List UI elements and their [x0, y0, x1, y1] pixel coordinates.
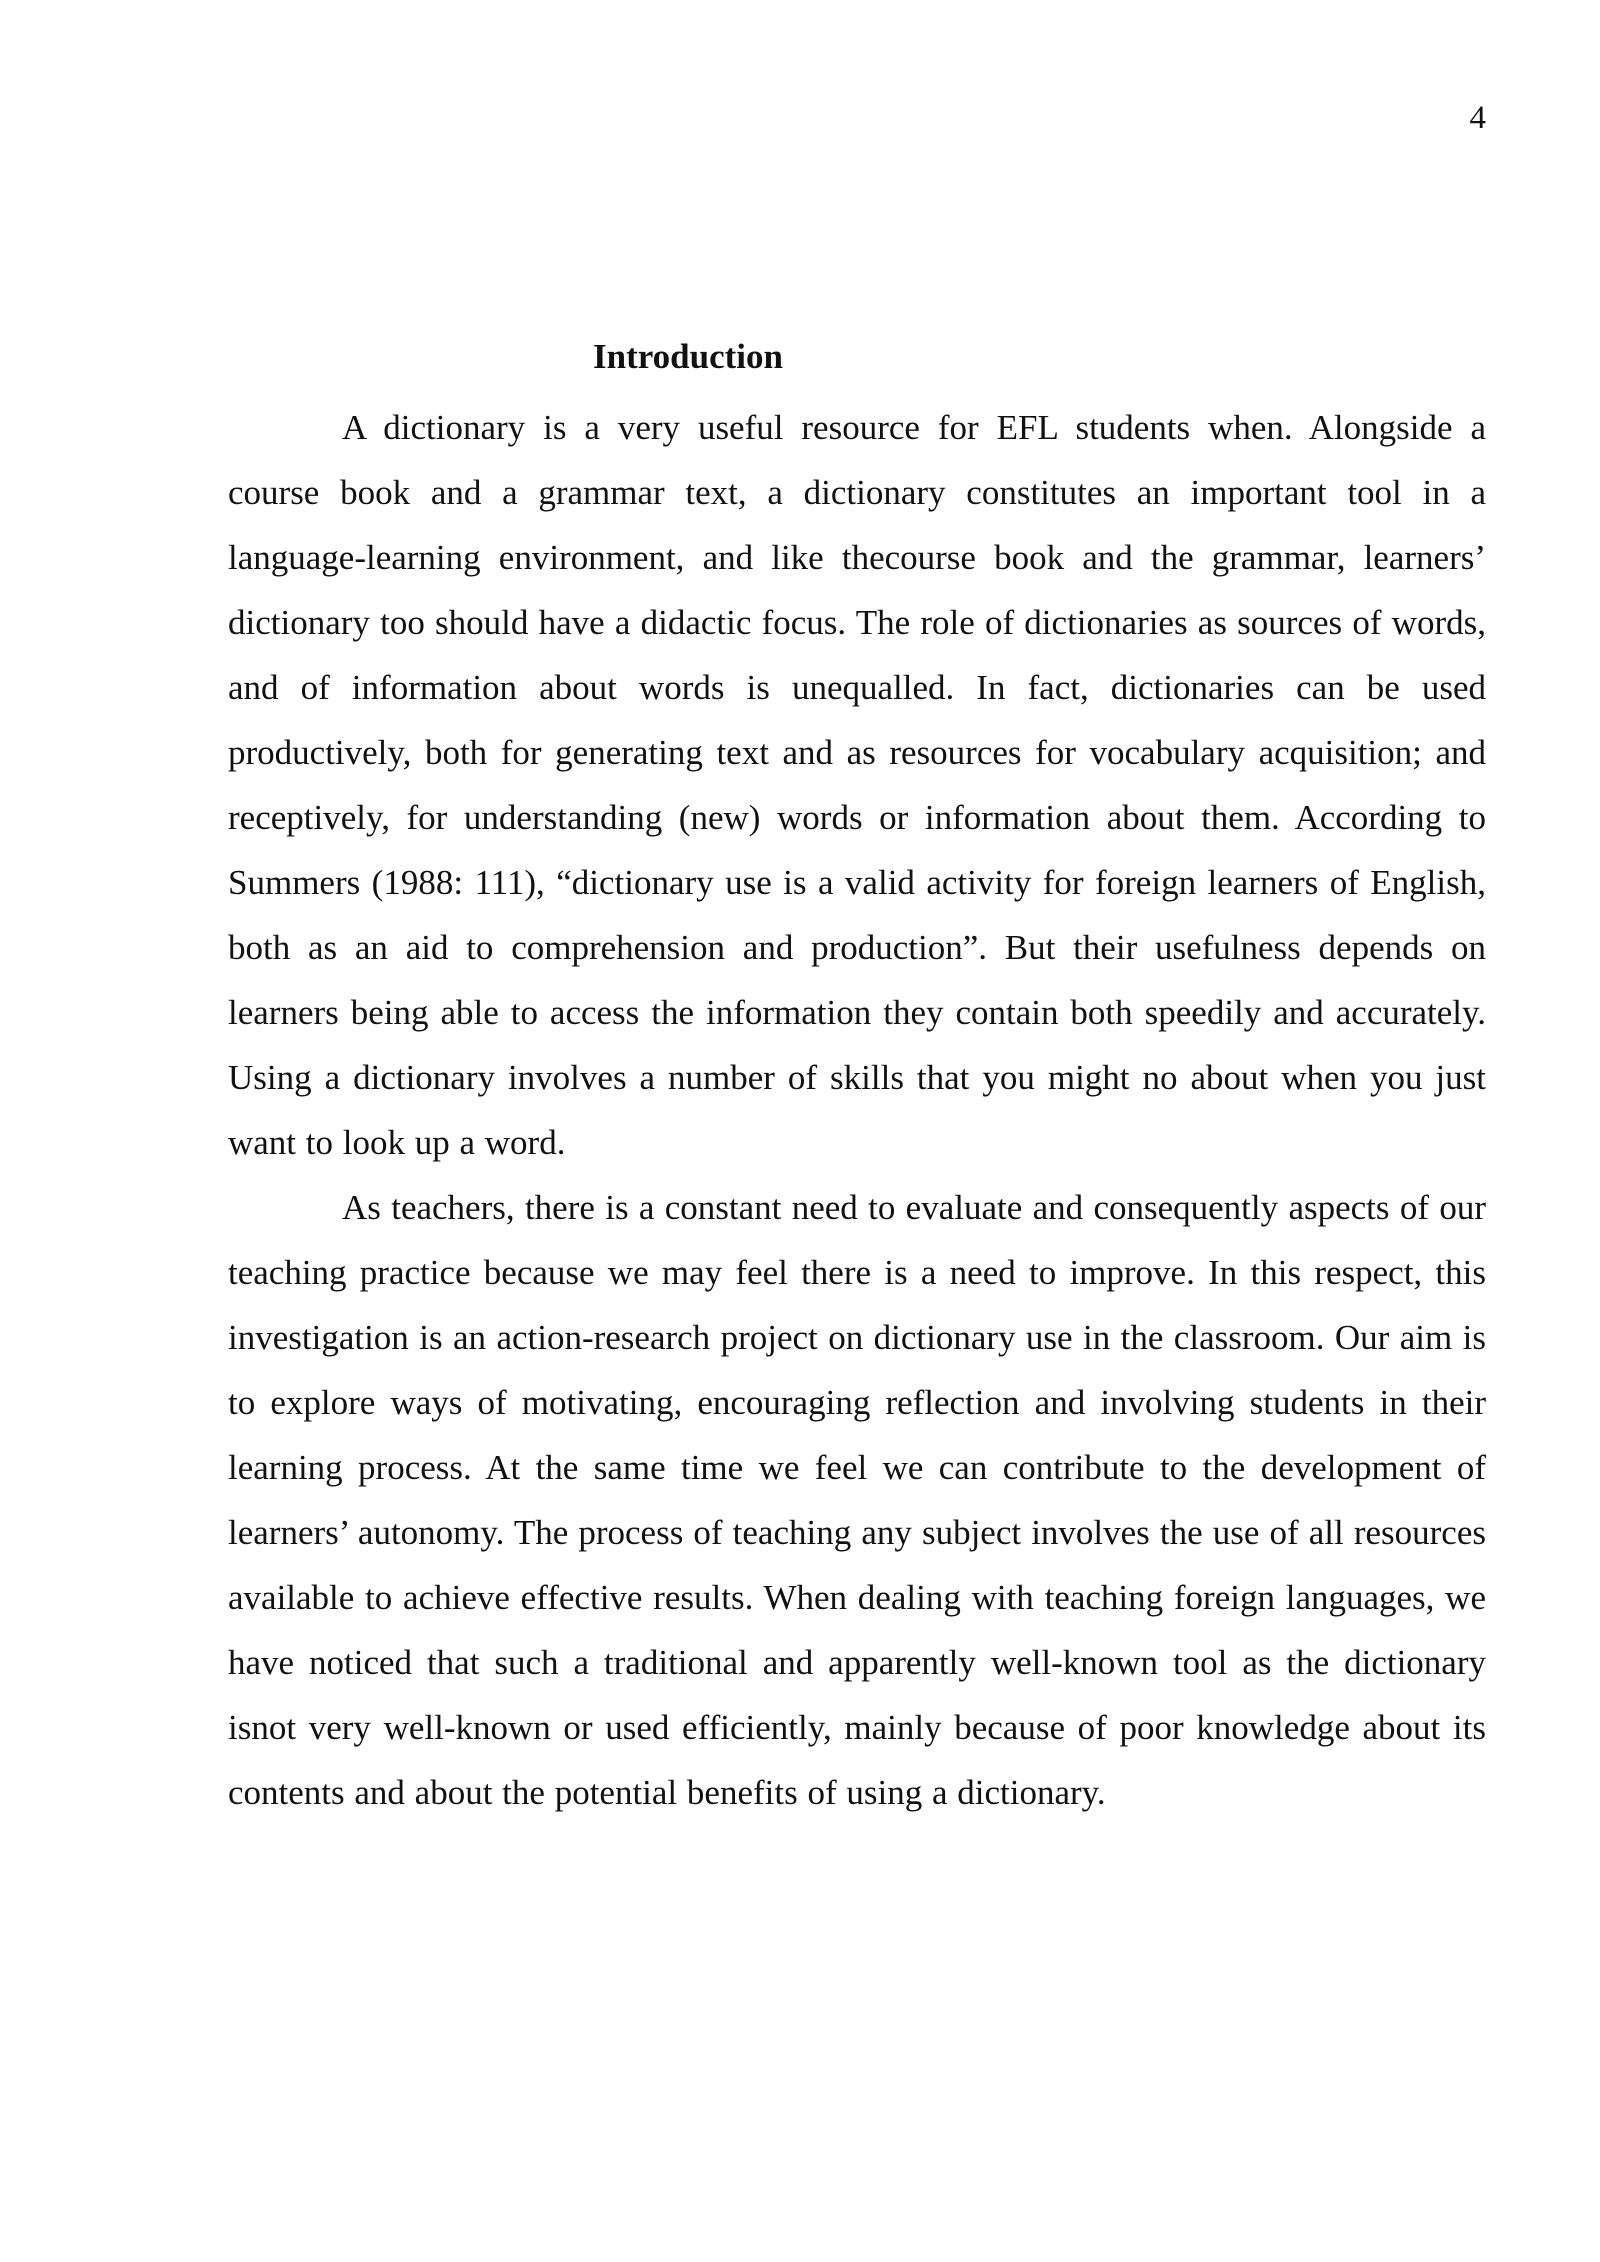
page-number: 4 [1469, 100, 1486, 136]
section-heading: Introduction [593, 337, 783, 376]
paragraph-1: A dictionary is a very useful resource for EFL students when. Alongside a course book and a grammar text, a dictionary constitutes an important tool in a language-learning environment, and like thecourse book and the grammar, learners’ dictionary too should have a didactic focus. The role of dictionaries as sources of words, and of information about words is unequalled. In fact, dictionaries can be used productively, both for generating text and as resources for vocabulary acquisition; and receptively, for understanding (new) words or information about them. According to Summers (1988: 111), “dictionary use is a valid activity for foreign learners of English, both as an aid to comprehension and production”. But their usefulness depends on learners being able to access the information they contain both speedily and accurately. Using a dictionary involves a number of skills that you might no about when you just want to look up a word. [228, 408, 1486, 1162]
body-text [228, 395, 1486, 1825]
paragraph-2: As teachers, there is a constant need to evaluate and consequently aspects of our teaching practice because we may feel there is a need to improve. In this respect, this investigation is an action-research project on dictionary use in the classroom. Our aim is to explore ways of motivating, encouraging reflection and involving students in their learning process. At the same time we feel we can contribute to the development of learners’ autonomy. The process of teaching any subject involves the use of all resources available to achieve effective results. When dealing with teaching foreign languages, we have noticed that such a traditional and apparently well-known tool as the dictionary isnot very well-known or used efficiently, mainly because of poor knowledge about its contents and about the potential benefits of using a dictionary. [228, 1188, 1486, 1812]
